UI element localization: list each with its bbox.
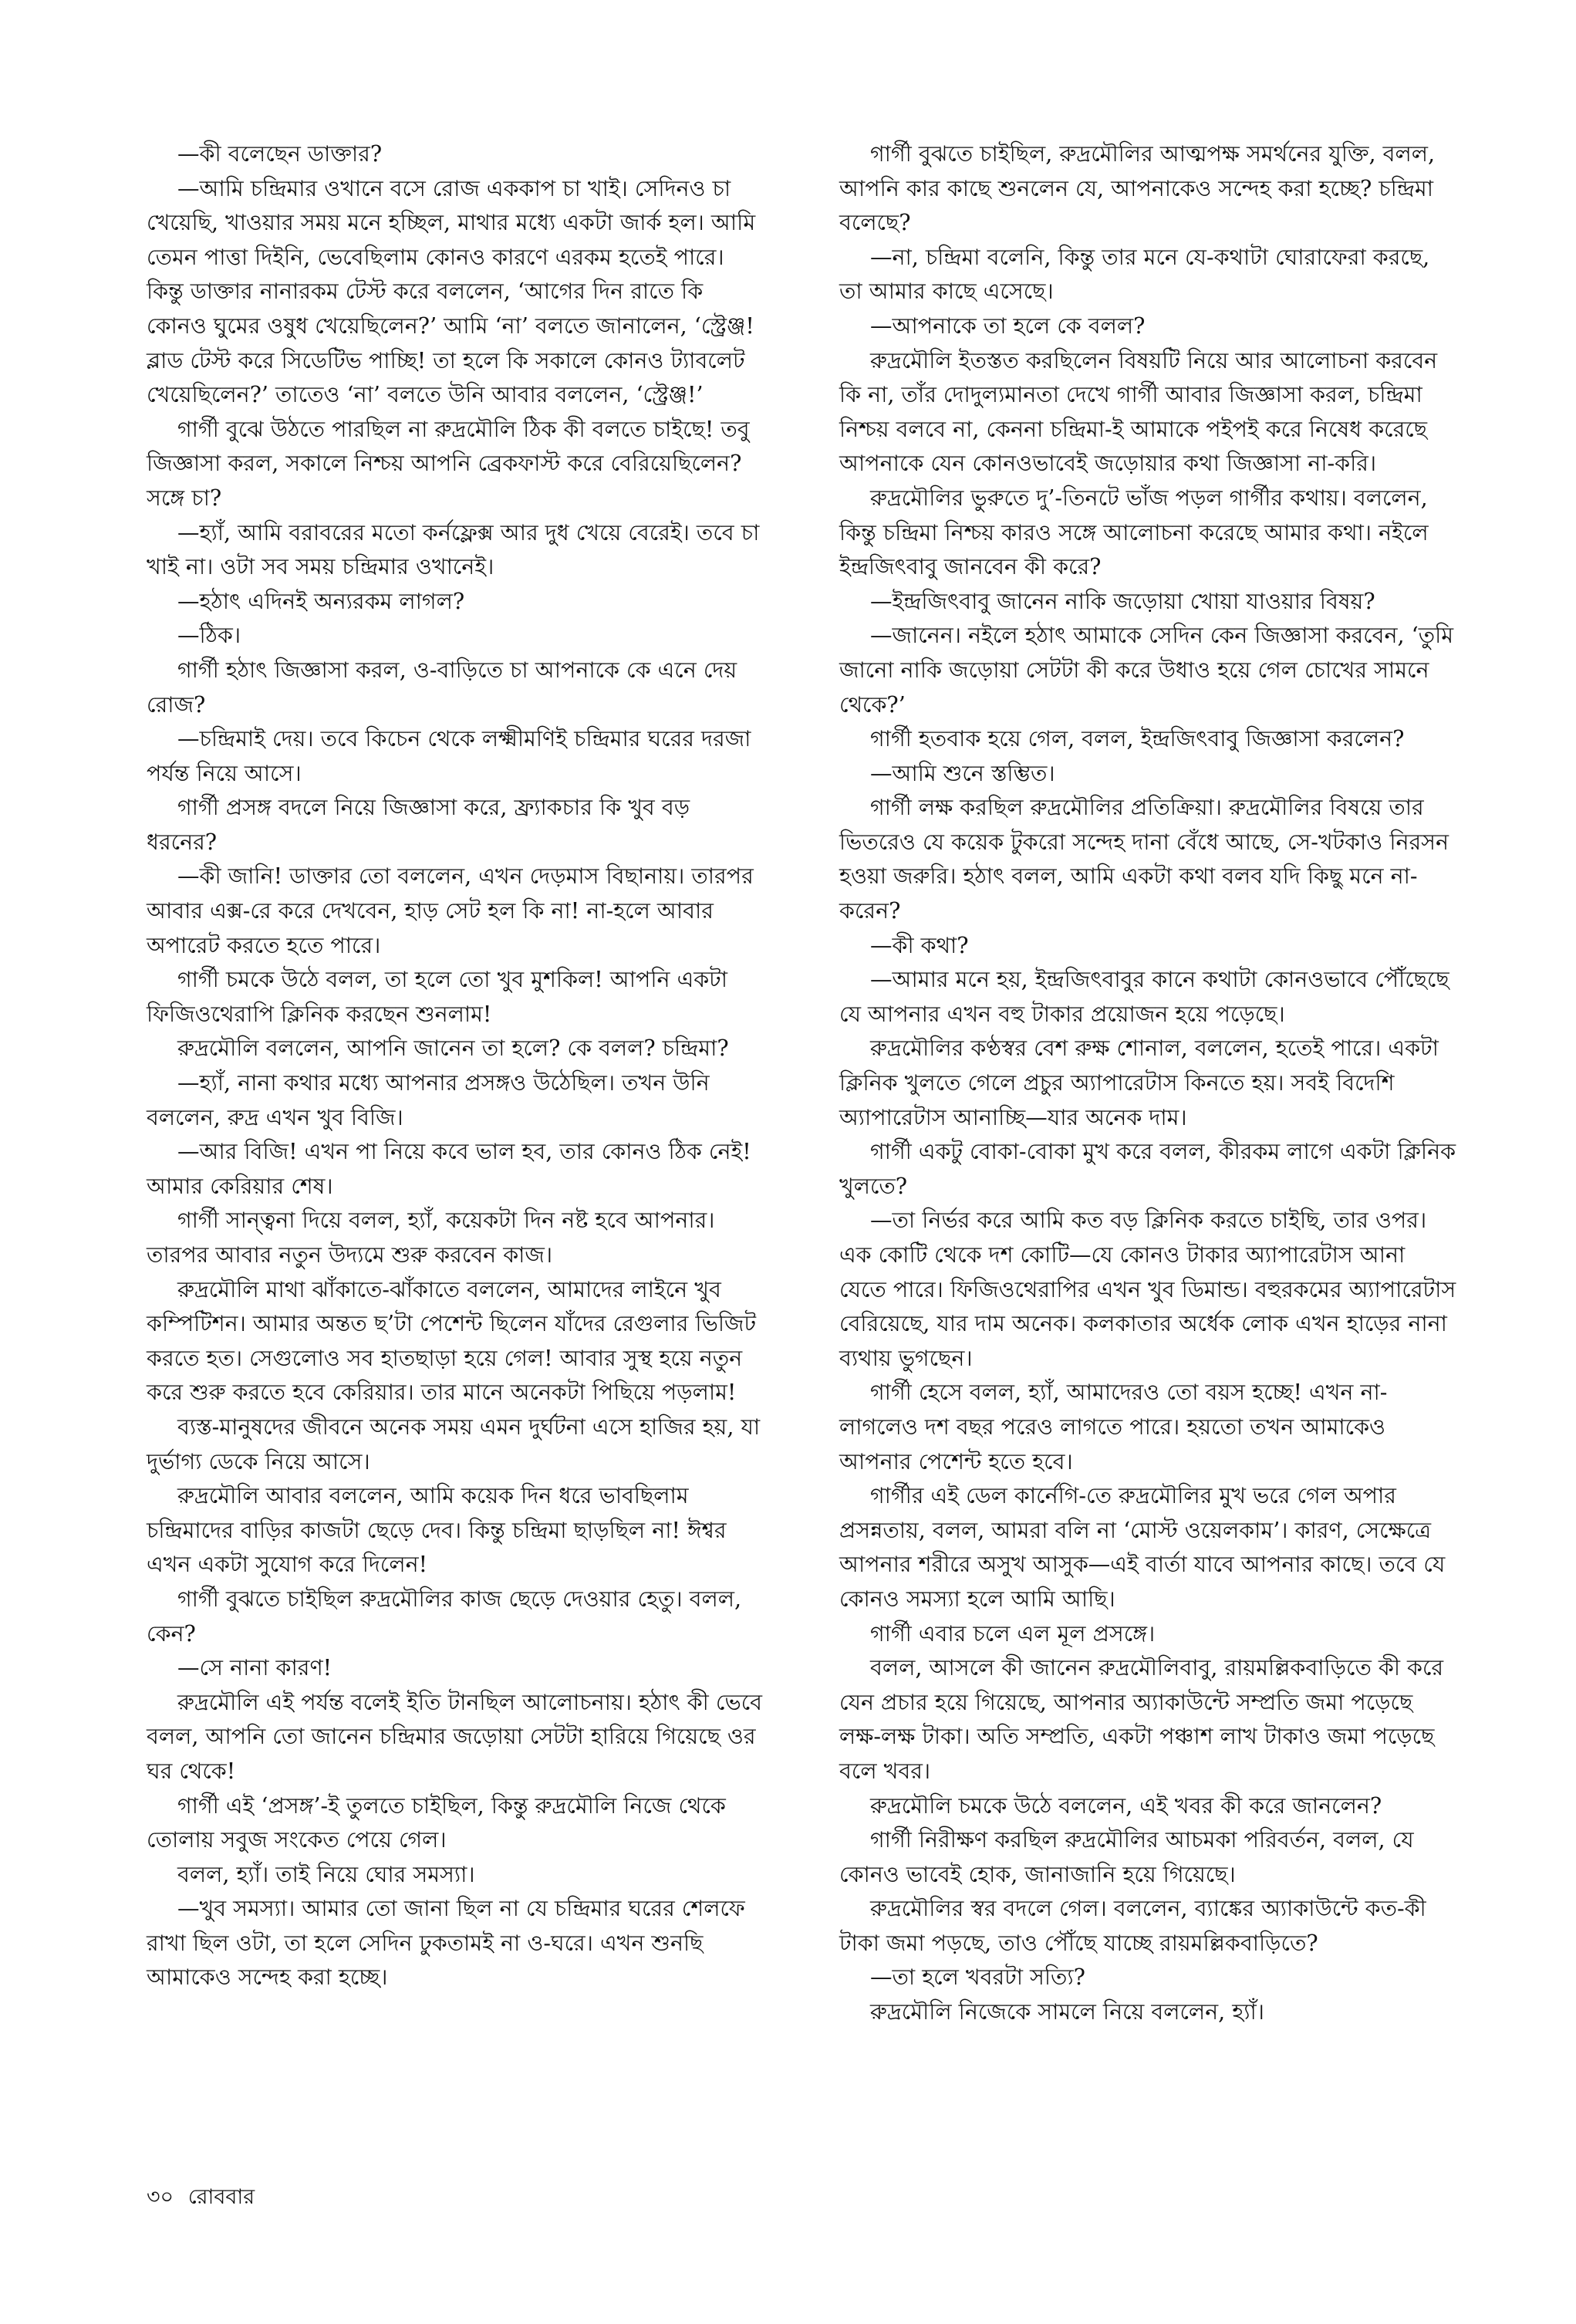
page-number: ৩০	[147, 2185, 174, 2209]
paragraph: বলল, আসলে কী জানেন রুদ্রমৌলিবাবু, রায়মল্লিকবাড়িতে কী করে যেন প্রচার হয়ে গিয়েছে, আপনার অ্যাকাউন্টে সম্প্রতি জমা পড়েছে লক্ষ-লক্ষ টাকা। অতি সম্প্রতি, একটা পঞ্চাশ লাখ টাকাও জমা পড়েছে বলে খবর।	[839, 1655, 1444, 1784]
paragraph: রুদ্রমৌলির কণ্ঠস্বর বেশ রুক্ষ শোনাল, বললেন, হতেই পারে। একটা ক্লিনিক খুলতে গেলে প্রচুর অ্যাপারেটাস কিনতে হয়। সবই বিদেশি অ্যাপারেটাস আনাচ্ছি—যার অনেক দাম।	[839, 1035, 1439, 1130]
paragraph: —জানেন। নইলে হঠাৎ আমাকে সেদিন কেন জিজ্ঞাসা করবেন, ‘তুমি জানো নাকি জড়োয়া সেটটা কী করে উধাও হয়ে গেল চোখের সামনে থেকে?’	[839, 623, 1454, 718]
paragraph: গার্গী এবার চলে এল মূল প্রসঙ্গে।	[870, 1620, 1156, 1647]
paragraph: গার্গী হতবাক হয়ে গেল, বলল, ইন্দ্রজিৎবাবু জিজ্ঞাসা করলেন?	[870, 726, 1405, 752]
paragraph: বলল, হ্যাঁ। তাই নিয়ে ঘোর সমস্যা।	[177, 1861, 475, 1887]
paragraph: রুদ্রমৌলি বললেন, আপনি জানেন তা হলে? কে বলল? চন্দ্রিমা?	[177, 1035, 729, 1062]
paragraph: রুদ্রমৌলির স্বর বদলে গেল। বললেন, ব্যাঙ্কের অ্যাকাউন্টে কত-কী টাকা জমা পড়ছে, তাও পৌঁছে যাচ্ছে রায়মল্লিকবাড়িতে?	[839, 1896, 1426, 1956]
paragraph: —তা হলে খবরটা সত্যি?	[870, 1964, 1085, 1991]
paragraph: গার্গী চমকে উঠে বলল, তা হলে তো খুব মুশকিল! আপনি একটা ফিজিওথেরাপি ক্লিনিক করছেন শুনলাম!	[147, 967, 727, 1027]
paragraph: —সে নানা কারণ!	[177, 1655, 332, 1681]
paragraph: গার্গী একটু বোকা-বোকা মুখ করে বলল, কীরকম লাগে একটা ক্লিনিক খুলতে?	[839, 1139, 1456, 1199]
paragraph: ব্যস্ত-মানুষদের জীবনে অনেক সময় এমন দুর্ঘটনা এসে হাজির হয়, যা দুর্ভাগ্য ডেকে নিয়ে আসে।	[147, 1414, 761, 1474]
paragraph: রুদ্রমৌলি নিজেকে সামলে নিয়ে বললেন, হ্যাঁ।	[870, 1999, 1264, 2025]
paragraph: গার্গী হঠাৎ জিজ্ঞাসা করল, ও-বাড়িতে চা আপনাকে কে এনে দেয় রোজ?	[147, 657, 737, 718]
paragraph: —হ্যাঁ, আমি বরাবরের মতো কর্নফ্লেক্স আর দুধ খেয়ে বেরেই। তবে চা খাই না। ওটা সব সময় চন্দ্রিমার ওখানেই।	[147, 519, 760, 580]
paragraph: রুদ্রমৌলি মাথা ঝাঁকাতে-ঝাঁকাতে বললেন, আমাদের লাইনে খুব কম্পিটিশন। আমার অন্তত ছ’টা পেশেন্ট ছিলেন যাঁদের রেগুলার ভিজিট করতে হত। সেগুলোও সব হাতছাড়া হয়ে গেল! আবার সুস্থ হয়ে নতুন করে শুরু করতে হবে কেরিয়ার। তার মানে অনেকটা পিছিয়ে পড়লাম!	[147, 1276, 756, 1406]
paragraph: —আপনাকে তা হলে কে বলল?	[870, 312, 1146, 339]
paragraph: গার্গী বুঝতে চাইছিল, রুদ্রমৌলির আত্মপক্ষ সমর্থনের যুক্তি, বলল, আপনি কার কাছে শুনলেন যে, আপনাকেও সন্দেহ করা হচ্ছে? চন্দ্রিমা বলেছে?	[839, 141, 1436, 236]
paragraph: —আমি চন্দ্রিমার ওখানে বসে রোজ এককাপ চা খাই। সেদিনও চা খেয়েছি, খাওয়ার সময় মনে হচ্ছিল, মাথার মধ্যে একটা জার্ক হল। আমি তেমন পাত্তা দিইনি, ভেবেছিলাম কোনও কারণে এরকম হতেই পারে। কিন্তু ডাক্তার নানারকম টেস্ট করে বললেন, ‘আগের দিন রাতে কি কোনও ঘুমের ওষুধ খেয়েছিলেন?’ আমি ‘না’ বলতে জানালেন, ‘স্ট্রেঞ্জ! ব্লাড টেস্ট করে সিডেটিভ পাচ্ছি! তা হলে কি সকালে কোনও ট্যাবলেট খেয়েছিলেন?’ তাতেও ‘না’ বলতে উনি আবার বললেন, ‘স্ট্রেঞ্জ!’	[147, 175, 756, 408]
paragraph: —কী জানি! ডাক্তার তো বললেন, এখন দেড়মাস বিছানায়। তারপর আবার এক্স-রে করে দেখবেন, হাড় সেট হল কি না! না-হলে আবার অপারেট করতে হতে পারে।	[147, 863, 754, 958]
left-column	[147, 137, 764, 1995]
paragraph: —ইন্দ্রজিৎবাবু জানেন নাকি জড়োয়া খোয়া যাওয়ার বিষয়?	[870, 588, 1375, 614]
publication-name: রোববার	[187, 2185, 255, 2209]
paragraph: —তা নির্ভর করে আমি কত বড় ক্লিনিক করতে চাইছি, তার ওপর। এক কোটি থেকে দশ কোটি—যে কোনও টাকার অ্যাপারেটাস আনা যেতে পারে। ফিজিওথেরাপির এখন খুব ডিমান্ড। বহুরকমের অ্যাপারেটাস বেরিয়েছে, যার দাম অনেক। কলকাতার অর্ধেক লোক এখন হাড়ের নানা ব্যথায় ভুগছেন।	[839, 1208, 1456, 1371]
paragraph: —খুব সমস্যা। আমার তো জানা ছিল না যে চন্দ্রিমার ঘরের শেলফে রাখা ছিল ওটা, তা হলে সেদিন ঢুকতামই না ও-ঘরে। এখন শুনছি আমাকেও সন্দেহ করা হচ্ছে।	[147, 1896, 745, 1991]
paragraph: —হঠাৎ এদিনই অন্যরকম লাগল?	[177, 588, 465, 614]
paragraph: রুদ্রমৌলি এই পর্যন্ত বলেই ইতি টানছিল আলোচনায়। হঠাৎ কী ভেবে বলল, আপনি তো জানেন চন্দ্রিমার জড়োয়া সেটটা হারিয়ে গিয়েছে ওর ঘর থেকে!	[147, 1689, 763, 1784]
paragraph: রুদ্রমৌলি ইতস্তত করছিলেন বিষয়টি নিয়ে আর আলোচনা করবেন কি না, তাঁর দোদুল্যমানতা দেখে গার্গী আবার জিজ্ঞাসা করল, চন্দ্রিমা নিশ্চয় বলবে না, কেননা চন্দ্রিমা-ই আমাকে পইপই করে নিষেধ করেছে আপনাকে যেন কোনওভাবেই জড়োয়ার কথা জিজ্ঞাসা না-করি।	[839, 347, 1438, 477]
paragraph: —হ্যাঁ, নানা কথার মধ্যে আপনার প্রসঙ্গও উঠেছিল। তখন উনি বললেন, রুদ্র এখন খুব বিজি।	[147, 1070, 710, 1130]
paragraph: গার্গী বুঝতে চাইছিল রুদ্রমৌলির কাজ ছেড়ে দেওয়ার হেতু। বলল, কেন?	[147, 1586, 742, 1647]
paragraph: গার্গী প্রসঙ্গ বদলে নিয়ে জিজ্ঞাসা করে, ফ্র্যাকচার কি খুব বড় ধরনের?	[147, 795, 690, 855]
paragraph: গার্গীর এই ডেল কার্নেগি-তে রুদ্রমৌলির মুখ ভরে গেল অপার প্রসন্নতায়, বলল, আমরা বলি না ‘মোস্ট ওয়েলকাম’। কারণ, সেক্ষেত্রে আপনার শরীরে অসুখ আসুক—এই বার্তা যাবে আপনার কাছে। তবে যে কোনও সমস্যা হলে আমি আছি।	[839, 1483, 1446, 1612]
page-footer	[147, 2182, 255, 2213]
paragraph: —আমার মনে হয়, ইন্দ্রজিৎবাবুর কানে কথাটা কোনওভাবে পৌঁছেছে যে আপনার এখন বহু টাকার প্রয়োজন হয়ে পড়েছে।	[839, 967, 1449, 1027]
paragraph: রুদ্রমৌলি আবার বললেন, আমি কয়েক দিন ধরে ভাবছিলাম চন্দ্রিমাদের বাড়ির কাজটা ছেড়ে দেব। কিন্তু চন্দ্রিমা ছাড়ছিল না! ঈশ্বর এখন একটা সুযোগ করে দিলেন!	[147, 1483, 727, 1578]
paragraph: —আমি শুনে স্তম্ভিত।	[870, 760, 1055, 786]
paragraph: গার্গী লক্ষ করছিল রুদ্রমৌলির প্রতিক্রিয়া। রুদ্রমৌলির বিষয়ে তার ভিতরেও যে কয়েক টুকরো সন্দেহ দানা বেঁধে আছে, সে-খটকাও নিরসন হওয়া জরুরি। হঠাৎ বলল, আমি একটা কথা বলব যদি কিছু মনে না-করেন?	[839, 795, 1449, 924]
paragraph: গার্গী হেসে বলল, হ্যাঁ, আমাদেরও তো বয়স হচ্ছে! এখন না-লাগলেও দশ বছর পরেও লাগতে পারে। হয়তো তখন আমাকেও আপনার পেশেন্ট হতে হবে।	[839, 1380, 1388, 1474]
paragraph: গার্গী সান্ত্বনা দিয়ে বলল, হ্যাঁ, কয়েকটা দিন নষ্ট হবে আপনার। তারপর আবার নতুন উদ্যমে শুরু করবেন কাজ।	[147, 1208, 715, 1268]
paragraph: গার্গী এই ‘প্রসঙ্গ’-ই তুলতে চাইছিল, কিন্তু রুদ্রমৌলি নিজে থেকে তোলায় সবুজ সংকেত পেয়ে গেল।	[147, 1792, 726, 1853]
right-column	[839, 137, 1456, 2030]
paragraph: —না, চন্দ্রিমা বলেনি, কিন্তু তার মনে যে-কথাটা ঘোরাফেরা করছে, তা আমার কাছে এসেছে।	[839, 244, 1430, 305]
paragraph: —আর বিজি! এখন পা নিয়ে কবে ভাল হব, তার কোনও ঠিক নেই! আমার কেরিয়ার শেষ।	[147, 1139, 751, 1199]
paragraph: —ঠিক।	[177, 623, 241, 649]
paragraph: গার্গী বুঝে উঠতে পারছিল না রুদ্রমৌলি ঠিক কী বলতে চাইছে! তবু জিজ্ঞাসা করল, সকালে নিশ্চয় আপনি ব্রেকফাস্ট করে বেরিয়েছিলেন? সঙ্গে চা?	[147, 416, 750, 511]
paragraph: —চন্দ্রিমাই দেয়। তবে কিচেন থেকে লক্ষ্মীমণিই চন্দ্রিমার ঘরের দরজা পর্যন্ত নিয়ে আসে।	[147, 726, 751, 786]
paragraph: —কী বলেছেন ডাক্তার?	[177, 141, 383, 167]
paragraph: গার্গী নিরীক্ষণ করছিল রুদ্রমৌলির আচমকা পরিবর্তন, বলল, যে কোনও ভাবেই হোক, জানাজানি হয়ে গিয়েছে।	[839, 1827, 1414, 1887]
paragraph: —কী কথা?	[870, 932, 969, 958]
paragraph: রুদ্রমৌলির ভুরুতে দু’-তিনটে ভাঁজ পড়ল গার্গীর কথায়। বললেন, কিন্তু চন্দ্রিমা নিশ্চয় কারও সঙ্গে আলোচনা করেছে আমার কথা। নইলে ইন্দ্রজিৎবাবু জানবেন কী করে?	[839, 485, 1429, 580]
paragraph: রুদ্রমৌলি চমকে উঠে বললেন, এই খবর কী করে জানলেন?	[870, 1792, 1382, 1819]
